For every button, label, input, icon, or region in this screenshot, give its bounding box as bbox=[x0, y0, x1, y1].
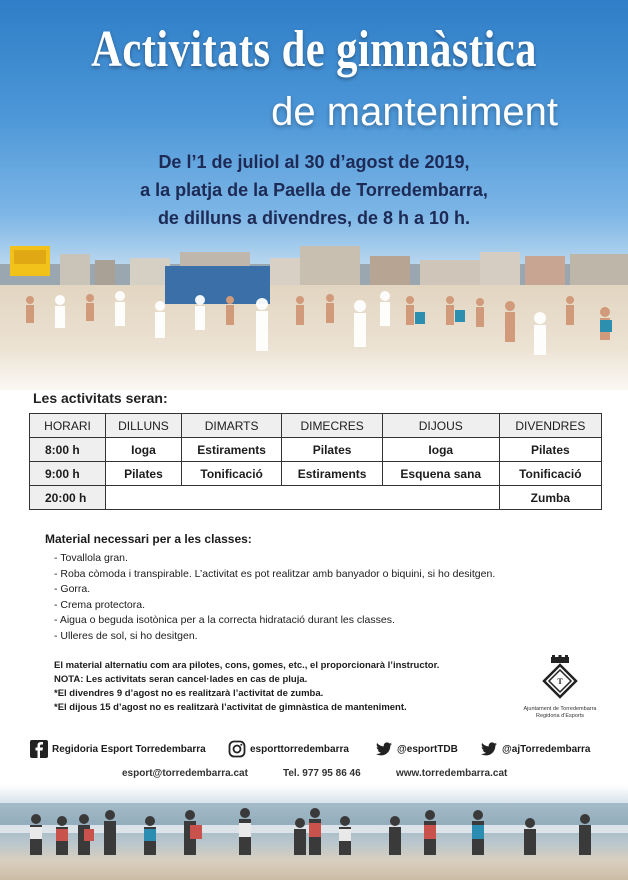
instagram-icon bbox=[228, 740, 246, 758]
group-people-image bbox=[0, 785, 628, 880]
instagram-link[interactable] bbox=[228, 740, 349, 758]
town-crest bbox=[518, 655, 602, 720]
table-cell-empty bbox=[106, 486, 500, 510]
schedule-table bbox=[29, 413, 602, 510]
svg-text:T: T bbox=[557, 677, 563, 686]
table-cell: Ioga bbox=[382, 438, 499, 462]
list-item: - Gorra. bbox=[54, 583, 91, 596]
column-header: DIJOUS bbox=[382, 414, 499, 438]
beach-group-photo bbox=[0, 785, 628, 880]
column-header: DIVENDRES bbox=[499, 414, 601, 438]
crest-caption-line1: Ajuntament de Torredembarra bbox=[523, 706, 597, 712]
twitter-icon bbox=[480, 740, 498, 758]
column-header: DILLUNS bbox=[106, 414, 182, 438]
table-cell: Estiraments bbox=[181, 438, 281, 462]
phone-number: Tel. 977 95 86 46 bbox=[283, 768, 361, 779]
crest-icon bbox=[540, 655, 580, 699]
note-line: *El divendres 9 d’agost no es realitzarà l’activitat de zumba. bbox=[54, 688, 324, 699]
table-cell-hour: 20:00 h bbox=[30, 486, 106, 510]
table-cell: Pilates bbox=[499, 438, 601, 462]
note-line: NOTA: Les activitats seran cancel·lades en cas de pluja. bbox=[54, 674, 308, 685]
exercising-people-image bbox=[0, 0, 628, 390]
table-cell: Tonificació bbox=[181, 462, 281, 486]
list-item: - Roba còmoda i transpirable. L’activitat es pot realitzar amb banyador o biquini, si ho desitgen. bbox=[54, 567, 496, 580]
list-item: - Crema protectora. bbox=[54, 598, 146, 611]
website-link[interactable]: www.torredembarra.cat bbox=[396, 768, 508, 779]
list-item: - Tovallola gran. bbox=[54, 552, 128, 564]
notes-block bbox=[54, 659, 439, 715]
table-cell-hour: 9:00 h bbox=[30, 462, 106, 486]
crest-caption-line2: Regidoria d’Esports bbox=[536, 713, 584, 719]
subtitle-line3: de dilluns a divendres, de 8 h a 10 h. bbox=[157, 208, 471, 228]
table-cell: Pilates bbox=[282, 438, 382, 462]
table-row bbox=[30, 486, 602, 510]
table-header-row bbox=[30, 414, 602, 438]
hero-banner bbox=[0, 0, 628, 390]
column-header: DIMECRES bbox=[282, 414, 382, 438]
material-list bbox=[54, 551, 495, 645]
activities-heading: Les activitats seran: bbox=[33, 390, 168, 406]
material-heading: Material necessari per a les classes: bbox=[45, 532, 252, 546]
subtitle-line1: De l’1 de juliol al 30 d’agost de 2019, bbox=[158, 152, 470, 172]
list-item: - Aigua o beguda isotònica per a la correcta hidratació durant les classes. bbox=[54, 614, 395, 627]
table-cell: Pilates bbox=[106, 462, 182, 486]
column-header: HORARI bbox=[30, 414, 106, 438]
crest-caption bbox=[518, 706, 602, 720]
table-cell: Estiraments bbox=[282, 462, 382, 486]
social-bar bbox=[30, 740, 600, 760]
table-cell: Tonificació bbox=[499, 462, 601, 486]
table-cell: Zumba bbox=[499, 486, 601, 510]
table-cell: Ioga bbox=[106, 438, 182, 462]
twitter-label-esport: @esportTDB bbox=[397, 743, 458, 755]
facebook-icon bbox=[30, 740, 48, 758]
table-row bbox=[30, 438, 602, 462]
instagram-label: esporttorredembarra bbox=[250, 743, 349, 755]
twitter-link-esport[interactable] bbox=[375, 740, 458, 758]
note-line: *El dijous 15 d’agost no es realitzarà l’activitat de gimnàstica de manteniment. bbox=[54, 702, 407, 713]
poster-title: Activitats de gimnàstica bbox=[91, 21, 537, 78]
table-cell-hour: 8:00 h bbox=[30, 438, 106, 462]
poster-title-line2: de manteniment bbox=[271, 90, 558, 134]
twitter-label-ajuntament: @ajTorredembarra bbox=[502, 743, 591, 755]
subtitle-line2: a la platja de la Paella de Torredembarra, bbox=[140, 180, 488, 200]
column-header: DIMARTS bbox=[181, 414, 281, 438]
table-row bbox=[30, 462, 602, 486]
note-line: El material alternatiu com ara pilotes, cons, gomes, etc., el proporcionarà l’instructor. bbox=[54, 660, 440, 671]
facebook-link[interactable] bbox=[30, 740, 206, 758]
facebook-label: Regidoria Esport Torredembarra bbox=[52, 743, 206, 755]
email-link[interactable]: esport@torredembarra.cat bbox=[122, 768, 248, 779]
twitter-link-ajuntament[interactable] bbox=[480, 740, 591, 758]
list-item: - Ulleres de sol, si ho desitgen. bbox=[54, 629, 198, 642]
table-cell: Esquena sana bbox=[382, 462, 499, 486]
twitter-icon bbox=[375, 740, 393, 758]
